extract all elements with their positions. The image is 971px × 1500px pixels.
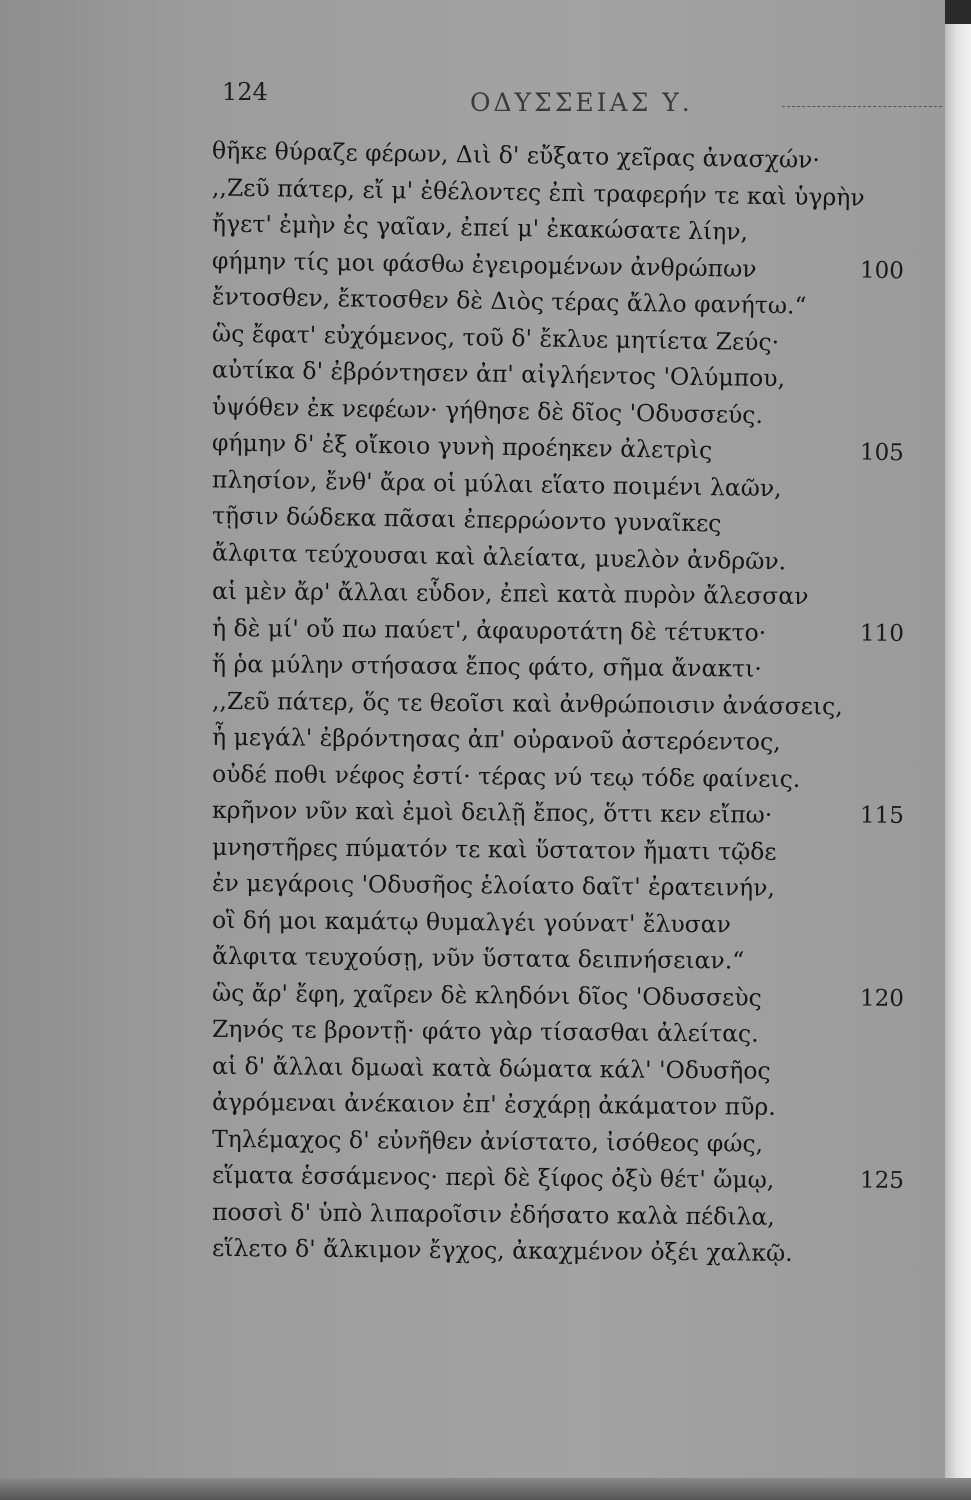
verse-line — [212, 974, 932, 1017]
page-number: 124 — [222, 78, 268, 106]
verse-text: εἵλετο δ' ἄλκιμον ἔγχος, ἀκαχμένον ὀξέι χαλκῷ. — [211, 1233, 793, 1267]
header-rule — [782, 106, 942, 107]
verse-text: Ζηνός τε βροντῇ· φάτο γὰρ τίσασθαι ἀλείτας. — [211, 1014, 759, 1048]
verse-line — [212, 682, 932, 725]
verse-text: εἵματα ἑσσάμενος· περὶ δὲ ξίφος ὀξὺ θέτ' ὤμῳ, — [211, 1160, 775, 1194]
verse-line — [212, 1193, 932, 1236]
verse-text: ἥ ῥα μύλην στήσασα ἔπος φάτο, σῆμα ἄνακτι· — [211, 649, 762, 683]
verse-text: αἱ μὲν ἄρ' ἄλλαι εὗδον, ἐπεὶ κατὰ πυρὸν ἄλεσσαν — [211, 576, 809, 611]
verse-line — [212, 719, 932, 762]
verse-line — [212, 1084, 932, 1127]
verse-line — [212, 1230, 932, 1273]
verse-line — [212, 865, 932, 908]
verse-line — [212, 938, 932, 981]
verse-text: τῇσιν δώδεκα πᾶσαι ἐπερρώοντο γυναῖκες — [211, 501, 722, 538]
verse-text: κρῆνον νῦν καὶ ἐμοὶ δειλῇ ἔπος, ὅττι κεν εἴπω· — [211, 795, 773, 829]
verse-line — [212, 1047, 932, 1090]
verse-line — [212, 1011, 932, 1054]
verse-text: θῆκε θύραζε φέρων, Διὶ δ' εὔξατο χεῖρας ἀνασχών· — [211, 136, 821, 174]
line-number: 115 — [859, 802, 905, 829]
verse-line — [212, 646, 932, 689]
verse-text: οὐδέ ποθι νέφος ἐστί· τέρας νύ τεῳ τόδε φαίνεις. — [211, 759, 801, 793]
verse-text: Τηλέμαχος δ' εὐνῆθεν ἀνίστατο, ἰσόθεος φώς, — [211, 1124, 764, 1158]
verse-text: ποσσὶ δ' ὑπὸ λιπαροῖσιν ἐδήσατο καλὰ πέδιλα, — [211, 1197, 775, 1231]
verse-line — [212, 1120, 932, 1163]
page-bottom-shadow — [0, 1478, 971, 1500]
verse-text: ἄλφιτα τεύχουσαι καὶ ἀλείατα, μυελὸν ἀνδρῶν. — [211, 537, 787, 575]
running-title: ΟΔΥΣΣΕΙΑΣ Υ. — [470, 88, 693, 117]
verse-text: ,,Ζεῦ πάτερ, εἴ μ' ἐθέλοντες ἐπὶ τραφερήν τε καὶ ὑγρὴν — [211, 172, 865, 212]
verse-text: αὐτίκα δ' ἐβρόντησεν ἀπ' αἰγλήεντος 'Ολύμπου, — [211, 355, 786, 393]
verse-line — [212, 901, 932, 944]
line-number: 105 — [859, 439, 905, 467]
page-header — [222, 78, 942, 126]
verse-text: ,,Ζεῦ πάτερ, ὅς τε θεοῖσι καὶ ἀνθρώποισιν ἀνάσσεις, — [211, 686, 843, 720]
verse-text: μνηστῆρες πύματόν τε καὶ ὕστατον ἤματι τῷδε — [211, 832, 777, 866]
verse-text: ἀγρόμεναι ἀνέκαιον ἐπ' ἐσχάρῃ ἀκάματον πῦρ. — [211, 1087, 776, 1121]
verse-text: ἐν μεγάροις 'Οδυσῆος ἑλοίατο δαῖτ' ἐρατεινήν, — [211, 868, 776, 902]
verse-text: ἡ δὲ μί' οὔ πω παύετ', ἀφαυροτάτη δὲ τέτυκτο· — [211, 613, 767, 647]
line-number: 120 — [859, 985, 905, 1012]
verse-text: ὣς ἄρ' ἔφη, χαῖρεν δὲ κληδόνι δῖος 'Οδυσσεὺς — [211, 978, 762, 1012]
verse-text: ἦ μεγάλ' ἐβρόντησας ἀπ' οὐρανοῦ ἀστερόεντος, — [211, 722, 781, 756]
verse-line — [212, 1157, 932, 1200]
verse-line — [212, 573, 932, 616]
line-number: 125 — [859, 1167, 905, 1194]
verse-text: ὣς ἔφατ' εὐχόμενος, τοῦ δ' ἔκλυε μητίετα Ζεύς· — [211, 318, 780, 356]
verse-text: αἱ δ' ἄλλαι δμωαὶ κατὰ δώματα κάλ' 'Οδυσῆος — [211, 1051, 771, 1085]
verse-text: ἔντοσθεν, ἔκτοσθεν δὲ Διὸς τέρας ἄλλο φανήτω.“ — [211, 282, 807, 320]
verse-text: φήμην δ' ἐξ οἴκοιο γυνὴ προέηκεν ἀλετρὶς — [211, 428, 713, 465]
verse-text: ὑψόθεν ἐκ νεφέων· γήθησε δὲ δῖος 'Οδυσσεύς. — [211, 391, 764, 429]
verse-line — [212, 792, 932, 835]
verse-line — [212, 828, 932, 871]
verse-text: φήμην τίς μοι φάσθω ἐγειρομένων ἀνθρώπων — [211, 245, 757, 283]
verse-text: ἄλφιτα τευχούσῃ, νῦν ὕστατα δειπνήσειαν.“ — [211, 941, 745, 975]
verse-line — [212, 755, 932, 798]
page-edge — [945, 0, 971, 1500]
line-number: 100 — [859, 257, 905, 284]
verse-block — [212, 138, 932, 1270]
page-corner-shadow — [945, 0, 971, 24]
verse-text: πλησίον, ἔνθ' ἄρα οἱ μύλαι εἵατο ποιμένι λαῶν, — [211, 464, 782, 502]
verse-text: ἤγετ' ἐμὴν ἐς γαῖαν, ἐπεί μ' ἐκακώσατε λίην, — [211, 209, 749, 246]
verse-line — [212, 609, 932, 652]
line-number: 110 — [859, 620, 905, 647]
verse-text: οἳ δή μοι καμάτῳ θυμαλγέι γούνατ' ἔλυσαν — [211, 905, 732, 938]
